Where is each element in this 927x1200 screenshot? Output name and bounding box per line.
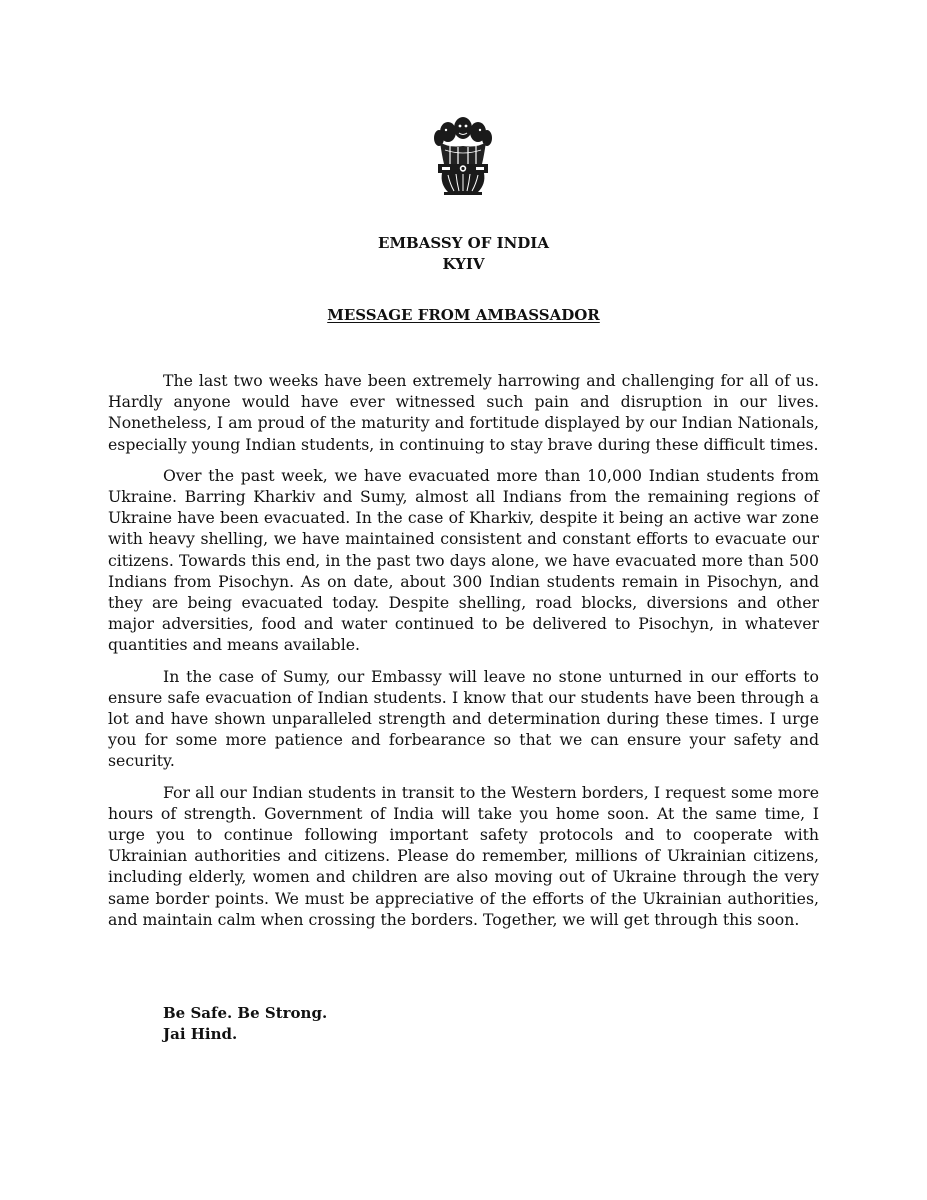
- closing-block: [163, 1003, 327, 1045]
- paragraph-2: Over the past week, we have evacuated more than 10,000 Indian students from Ukraine. Barring Kharkiv and Sumy, almost all Indians from the remaining regions of Ukraine have been evacuated. In the case of Kharkiv, despite it being an active war zone with heavy shelling, we have maintained consistent and constant efforts to evacuate our citizens. Towards this end, in the past two days alone, we have evacuated more than 500 Indians from Pisochyn. As on date, about 300 Indian students remain in Pisochyn, and they are being evacuated today. Despite shelling, road blocks, diversions and other major adversities, food and water continued to be delivered to Pisochyn, in whatever quantities and means available.: [108, 465, 819, 655]
- closing-line-2: Jai Hind.: [163, 1025, 238, 1043]
- message-title: [0, 305, 927, 326]
- message-body: [108, 370, 819, 940]
- national-emblem-icon: [428, 112, 498, 210]
- paragraph-4: For all our Indian students in transit to the Western borders, I request some more hours of strength. Government of India will take you home soon. At the same time, I urge you to continue following important safety protocols and to cooperate with Ukrainian authorities and citizens. Please do remember, millions of Ukrainian citizens, including elderly, women and children are also moving out of Ukraine through the very same border points. We must be appreciative of the efforts of the Ukrainian authorities, and maintain calm when crossing the borders. Together, we will get through this soon.: [108, 782, 819, 929]
- closing-line-1: Be Safe. Be Strong.: [163, 1004, 328, 1022]
- paragraph-3: In the case of Sumy, our Embassy will leave no stone unturned in our efforts to ensure safe evacuation of Indian students. I know that our students have been through a lot and have shown unparalleled strength and determination during these times. I urge you for some more patience and forbearance so that we can ensure your safety and security.: [108, 666, 819, 771]
- embassy-name: EMBASSY OF INDIA: [378, 234, 549, 252]
- paragraph-1: The last two weeks have been extremely harrowing and challenging for all of us. Hardly anyone would have ever witnessed such pain and disruption in our lives. Nonetheless, I am proud of the maturity and fortitude displayed by our Indian Nationals, especially young Indian students, in continuing to stay brave during these difficult times.: [108, 371, 819, 454]
- message-title-text: MESSAGE FROM AMBASSADOR: [327, 306, 600, 324]
- embassy-city: KYIV: [442, 255, 485, 273]
